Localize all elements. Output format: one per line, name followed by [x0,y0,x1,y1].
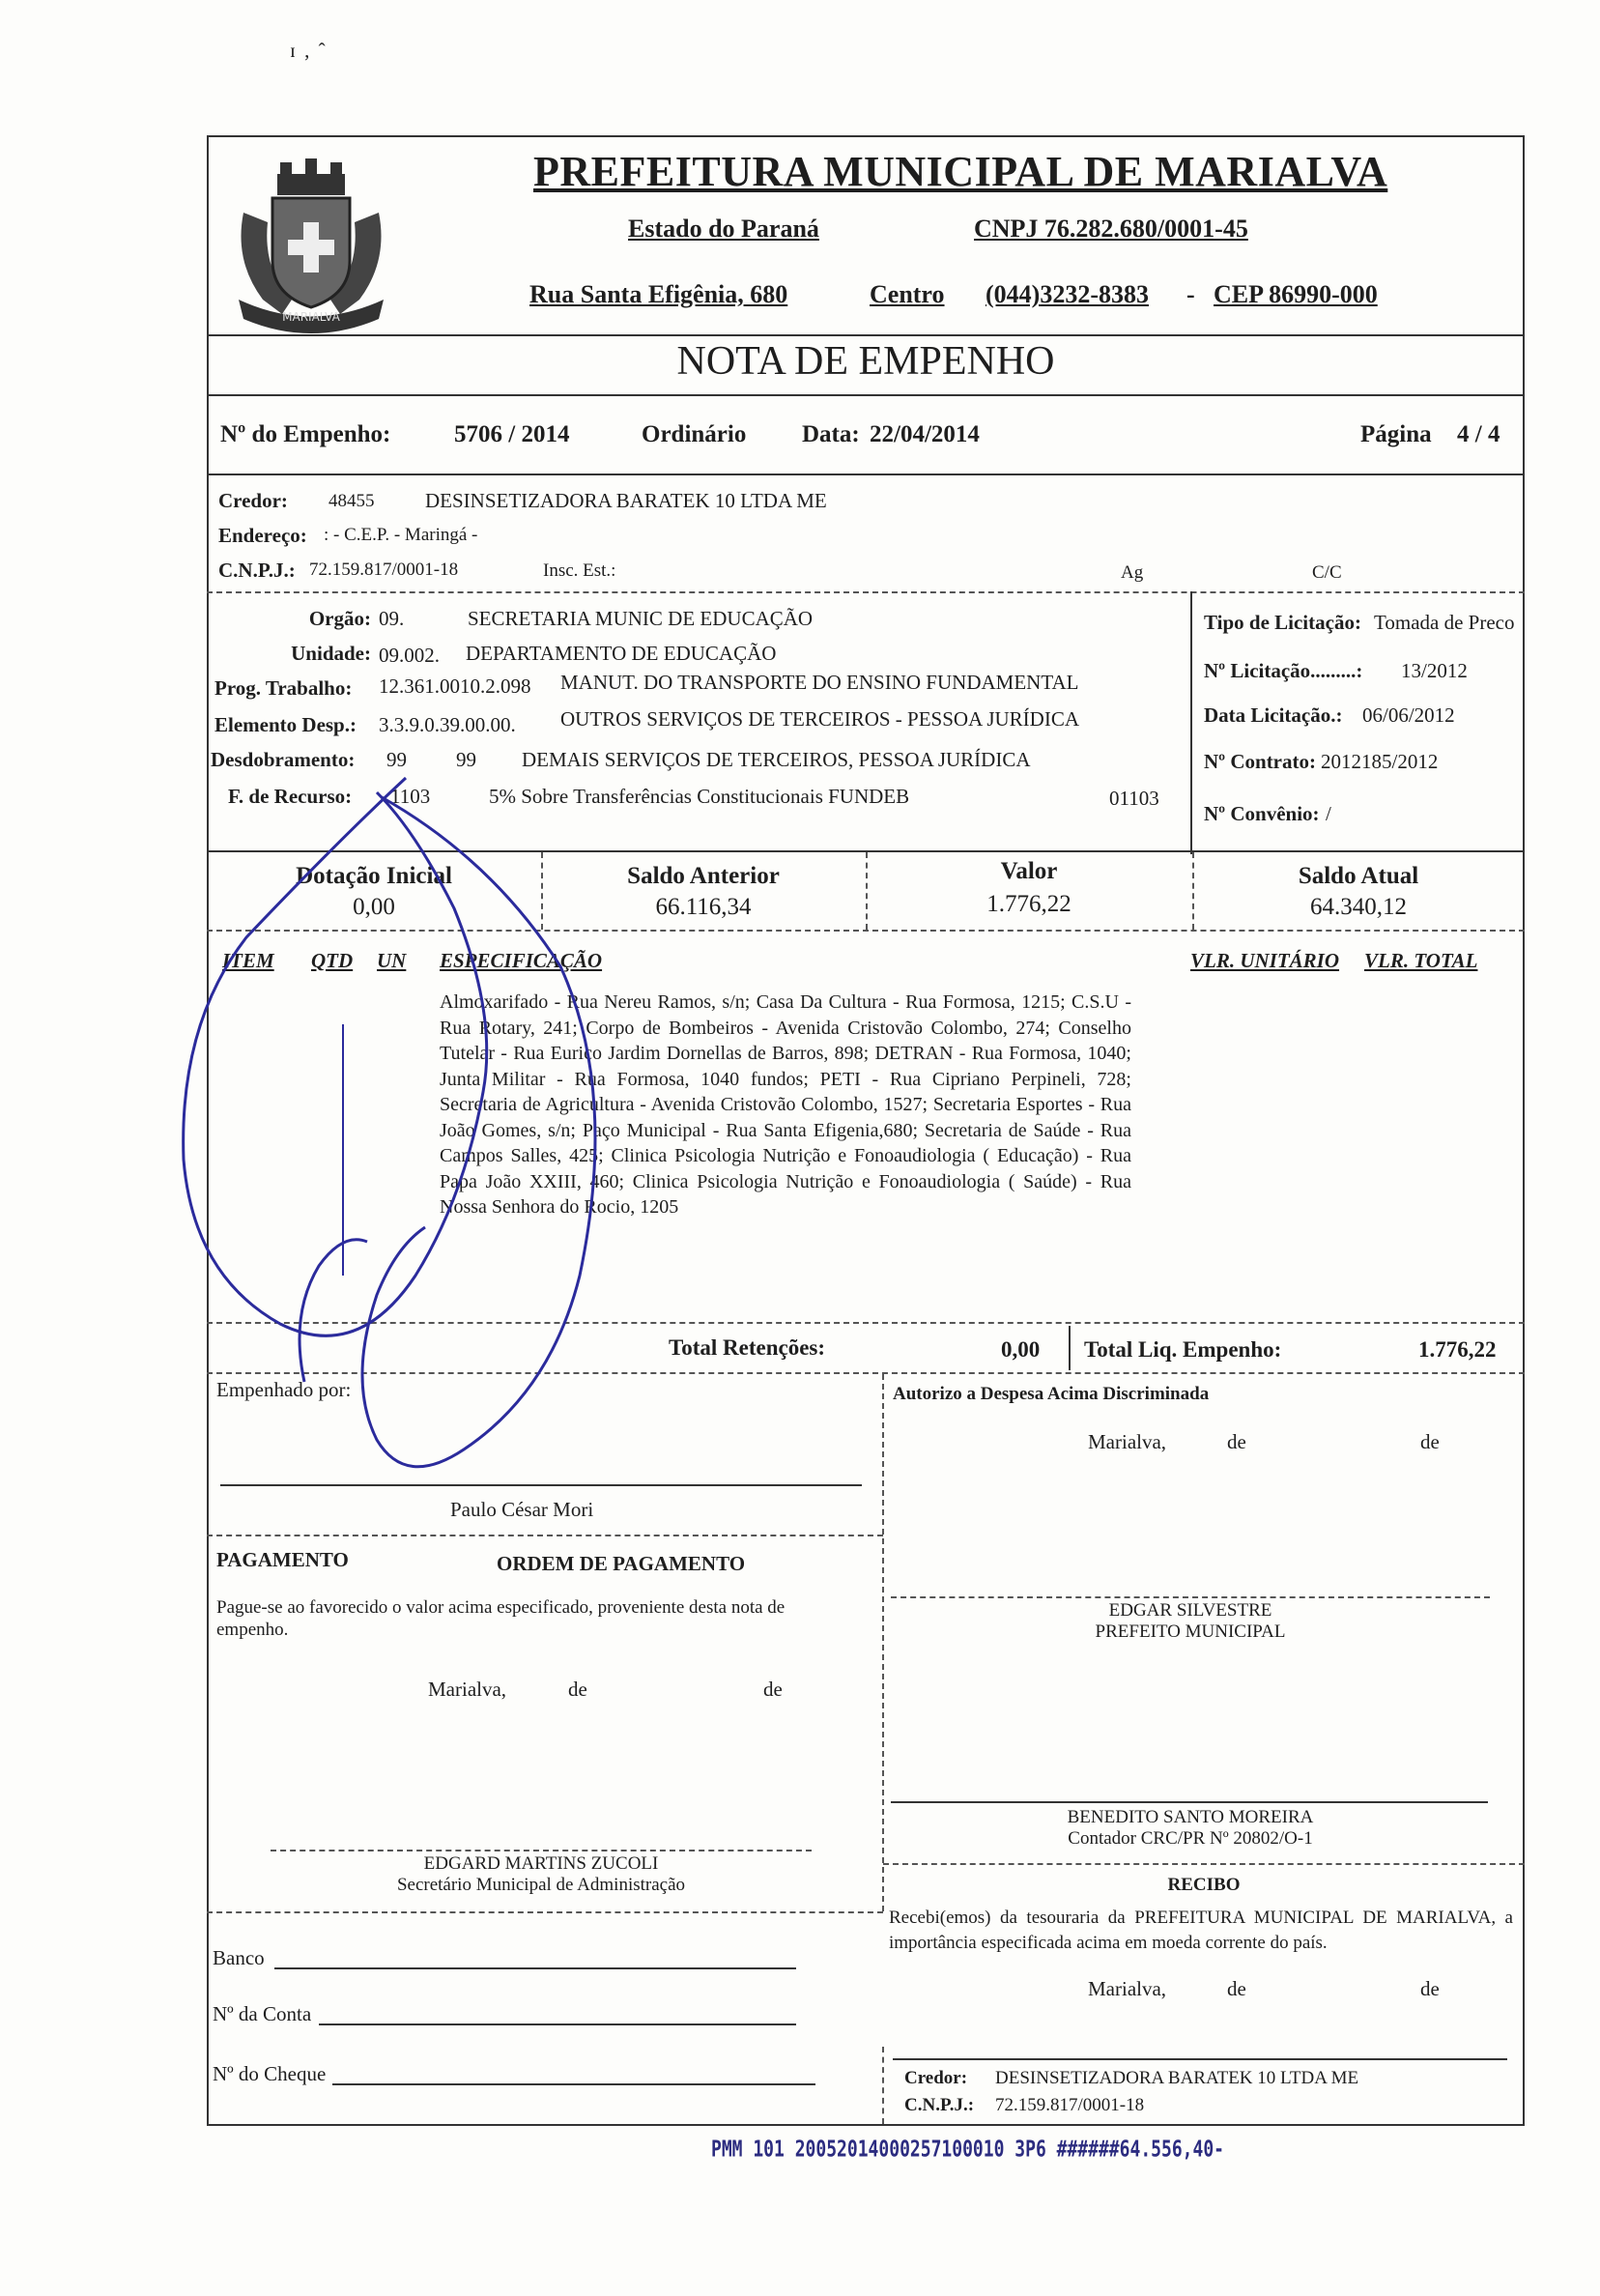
unidade-code: 09.002. [379,644,440,667]
pagamento-de1: de [568,1678,587,1701]
recurso-ref: 01103 [1109,787,1159,810]
conta-field[interactable] [319,2023,796,2025]
state-label: Estado do Paraná [628,215,819,243]
recibo-credor-label: Credor: [904,2068,968,2088]
recibo-cnpj-value: 72.159.817/0001-18 [995,2095,1145,2115]
secretario-name: EDGARD MARTINS ZUCOLI [423,1853,659,1874]
orgao-label: Orgão: [308,607,371,630]
credor-label: Credor: [218,489,288,512]
recurso-code: 1103 [390,785,431,808]
recibo-de2: de [1420,1977,1440,2000]
handwritten-signature [174,773,696,1527]
contrato-label: Nº Contrato: [1204,750,1316,773]
recurso-label: F. de Recurso: [228,785,353,808]
document-title: NOTA DE EMPENHO [676,339,1055,384]
divider [882,1374,884,1911]
valor-value: 1.776,22 [986,891,1071,917]
num-licitacao-value: 13/2012 [1401,659,1468,682]
cc-label: C/C [1312,562,1342,583]
district-label: Centro [870,280,945,308]
total-liquido-value: 1.776,22 [1418,1337,1497,1362]
unidade-name: DEPARTAMENTO DE EDUCAÇÃO [466,642,777,665]
recibo-label: RECIBO [1167,1875,1241,1895]
tipo-licitacao-label: Tipo de Licitação: [1204,611,1361,634]
page-number: 4 / 4 [1457,421,1500,447]
insc-label: Insc. Est.: [543,560,616,581]
address-label: Rua Santa Efigênia, 680 [529,280,788,308]
pagamento-place: Marialva, [428,1678,507,1701]
cep-separator: - [1186,280,1195,308]
stray-marks: ɪ , ˆ [290,39,328,62]
un-col-header: UN [377,949,407,972]
vlr-total-col-header: VLR. TOTAL [1364,949,1478,972]
divider [207,591,1525,593]
divider [207,1911,883,1913]
divider [207,334,1525,336]
prog-label: Prog. Trabalho: [214,676,353,700]
cnpj-label: CNPJ 76.282.680/0001-45 [974,215,1248,243]
empenho-label: Nº do Empenho: [220,421,391,447]
prog-code: 12.361.0010.2.098 [379,674,531,698]
signature-line [893,2058,1507,2060]
empenho-date: 22/04/2014 [870,421,980,447]
cheque-label: Nº do Cheque [213,2062,327,2085]
contador-title: Contador CRC/PR Nº 20802/O-1 [1068,1828,1313,1849]
orgao-code: 09. [379,607,405,630]
coat-of-arms-logo [224,155,398,333]
divider [882,2047,884,2124]
credor-code: 48455 [329,491,375,511]
empenhado-label: Empenhado por: [216,1378,352,1401]
recibo-cnpj-label: C.N.P.J.: [904,2095,975,2115]
divider [207,394,1525,396]
retencoes-label: Total Retenções: [669,1335,826,1360]
recibo-text: Recebi(emos) da tesouraria da PREFEITURA MUNICIPAL DE MARIALVA, a importância especificada acima em moeda corrente do país. [889,1908,1513,1953]
elemento-label: Elemento Desp.: [214,713,357,736]
ordem-pagamento-label: ORDEM DE PAGAMENTO [497,1552,746,1575]
municipality-title: PREFEITURA MUNICIPAL DE MARIALVA [533,148,1388,195]
convenio-label: Nº Convênio: [1204,802,1320,825]
banco-field[interactable] [274,1967,796,1969]
contador-name: BENEDITO SANTO MOREIRA [1067,1807,1314,1827]
autorizo-de2: de [1420,1430,1440,1453]
orgao-name: SECRETARIA MUNIC DE EDUCAÇÃO [468,607,814,630]
conta-label: Nº da Conta [213,2002,312,2025]
saldo-atual-label: Saldo Atual [1298,863,1419,889]
divider [1069,1326,1071,1370]
autorizo-place: Marialva, [1088,1430,1167,1453]
footer-code: PMM 101 20052014000257100010 3P6 ######64.556,40- [711,2136,1225,2164]
vlr-unitario-col-header: VLR. UNITÁRIO [1190,949,1340,972]
tipo-licitacao-value: Tomada de Preco [1374,611,1515,634]
signature-line [891,1801,1488,1803]
prog-name: MANUT. DO TRANSPORTE DO ENSINO FUNDAMENTAL [560,671,1079,694]
phone-label: (044)3232-8383 [986,280,1149,308]
pagamento-label: PAGAMENTO [216,1548,349,1571]
empenhado-name: Paulo César Mori [450,1498,594,1521]
desdobramento-name: DEMAIS SERVIÇOS DE TERCEIROS, PESSOA JURÍDICA [522,748,1031,771]
unidade-label: Unidade: [291,642,371,665]
elemento-name: OUTROS SERVIÇOS DE TERCEIROS - PESSOA JURÍDICA [560,707,1080,731]
cheque-field[interactable] [332,2083,815,2085]
recibo-credor-value: DESINSETIZADORA BARATEK 10 LTDA ME [995,2068,1359,2088]
data-licitacao-label: Data Licitação.: [1204,703,1343,727]
divider [207,474,1525,475]
date-label: Data: [802,421,860,447]
autorizo-label: Autorizo a Despesa Acima Discriminada [893,1384,1210,1404]
saldo-anterior-label: Saldo Anterior [627,863,780,889]
item-specification: Almoxarifado - Rua Nereu Ramos, s/n; Casa Da Cultura - Rua Formosa, 1215; C.S.U - Rua Rotary, 241; Corpo de Bombeiros - Avenida Cristovão Colombo, 274; Conselho Tutelar - Rua Eurico Jardim Dornellas de Barros, 898; DETRAN - Rua Formosa, 1040; Junta Militar - Rua Formosa, 1040 fundos; PETI - Rua Cipriano Perpineli, 728; Secretaria de Agricultura - Avenida Cristovão Colombo, 1527; Secretaria Esportes - Rua João Gomes, s/n; Paço Municipal - Rua Santa Efigenia,680; Secretaria de Saúde - Rua Campos Salles, 425; Clinica Psicologia Nutrição e Fonoaudiologia ( Educação) - Rua Papa João XXIII, 460; Clinica Psicologia Nutrição e Fonoaudiologia ( Saúde) - Rua Nossa Senhora do Rocio, 1205 [440,991,1131,1218]
ag-label: Ag [1121,562,1144,583]
recibo-place: Marialva, [1088,1977,1167,2000]
prefeito-title: PREFEITO MUNICIPAL [1095,1622,1286,1642]
cnpj-label: C.N.P.J.: [218,559,296,582]
recurso-name: 5% Sobre Transferências Constitucionais FUNDEB [489,785,910,808]
contrato-value: 2012185/2012 [1321,750,1439,773]
qtd-col-header: QTD [311,949,354,972]
divider [1190,591,1192,854]
divider [207,1535,883,1536]
valor-label: Valor [1000,858,1058,884]
desdobramento-code1: 99 [386,748,407,771]
divider [271,1850,812,1851]
desdobramento-code2: 99 [456,748,476,771]
recibo-de1: de [1227,1977,1246,2000]
endereco-value: : - C.E.P. - Maringá - [324,525,478,545]
total-liquido-label: Total Liq. Empenho: [1084,1337,1282,1362]
item-col-header: ITEM [222,949,274,972]
saldo-atual-value: 64.340,12 [1310,894,1407,920]
convenio-value: / [1326,802,1331,825]
data-licitacao-value: 06/06/2012 [1362,703,1455,727]
num-licitacao-label: Nº Licitação.........: [1204,659,1363,682]
page-label: Página [1360,421,1432,447]
pagamento-de2: de [763,1678,783,1701]
empenho-number: 5706 / 2014 [454,421,570,447]
dotacao-value: 0,00 [353,894,395,920]
endereco-label: Endereço: [218,524,307,547]
empenho-type: Ordinário [642,421,747,447]
retencoes-value: 0,00 [1001,1337,1041,1362]
dotacao-label: Dotação Inicial [296,863,452,889]
pague-text: Pague-se ao favorecido o valor acima especificado, proveniente desta nota de empenho. [216,1597,786,1640]
desdobramento-label: Desdobramento: [211,748,356,771]
secretario-title: Secretário Municipal de Administração [396,1875,686,1895]
cnpj-value: 72.159.817/0001-18 [309,560,459,580]
credor-name: DESINSETIZADORA BARATEK 10 LTDA ME [425,489,827,512]
divider [883,1863,1525,1865]
elemento-code: 3.3.9.0.39.00.00. [379,713,516,736]
cep-label: CEP 86990-000 [1214,280,1378,308]
prefeito-name: EDGAR SILVESTRE [1108,1600,1272,1621]
especificacao-col-header: ESPECIFICAÇÃO [440,949,603,972]
banco-label: Banco [213,1946,265,1969]
autorizo-de1: de [1227,1430,1246,1453]
saldo-anterior-value: 66.116,34 [655,894,752,920]
divider [891,1596,1490,1598]
svg-text:MARIALVA: MARIALVA [282,310,340,324]
